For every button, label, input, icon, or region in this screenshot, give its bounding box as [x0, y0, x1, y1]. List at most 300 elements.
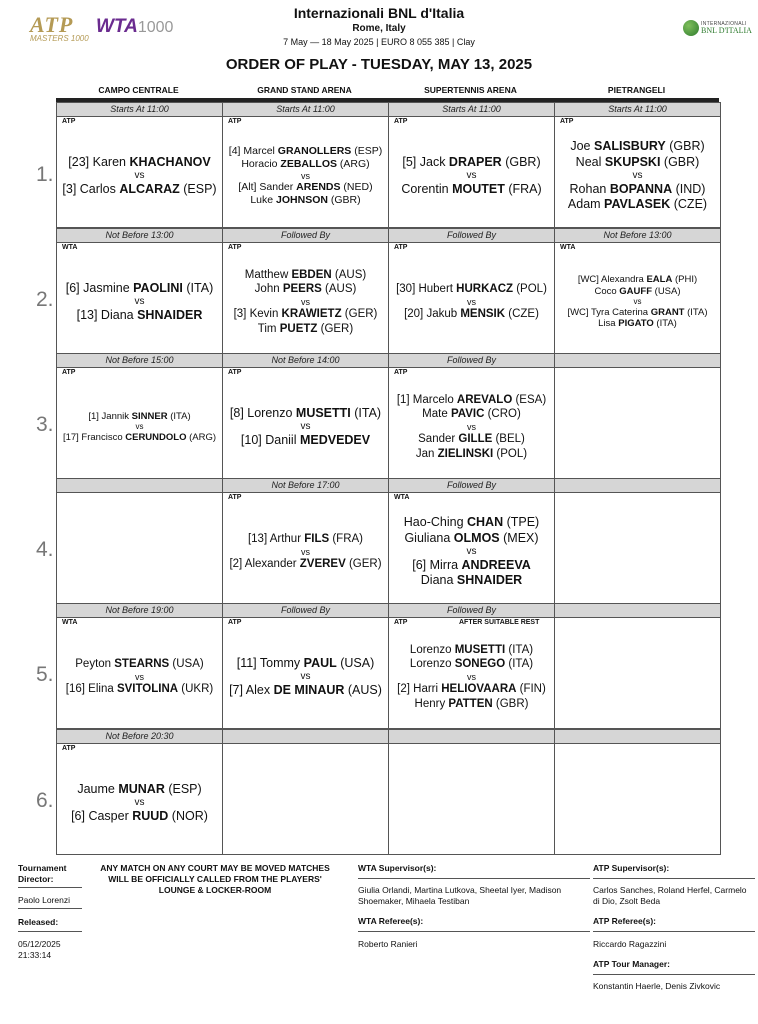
director-name: Paolo Lorenzi — [18, 895, 70, 905]
player-country: (BEL) — [492, 433, 525, 446]
player-country: (FIN) — [516, 683, 546, 696]
player-line — [250, 194, 360, 207]
schedule-time-bar: Starts At 11:00 — [389, 103, 554, 117]
player-seed-first-name: [16] Elina — [65, 683, 117, 696]
player-country: (MEX) — [499, 530, 539, 545]
player-country: (POL) — [513, 283, 547, 296]
match-cell — [56, 228, 223, 354]
court-header-grand-stand: GRAND STAND ARENA — [257, 85, 352, 95]
player-line — [88, 411, 190, 423]
schedule-time-bar: Not Before 13:00 — [555, 229, 720, 243]
player-surname: EBDEN — [291, 269, 332, 282]
schedule-time-bar: Not Before 20:30 — [57, 730, 222, 744]
versus-label: vs — [633, 297, 642, 307]
player-line — [66, 682, 213, 696]
tour-tag: WTA — [62, 619, 78, 626]
player-country: (AUS) — [344, 682, 382, 697]
schedule-time-bar — [389, 730, 554, 744]
player-surname: OLMOS — [453, 530, 500, 545]
player-line — [401, 182, 541, 198]
player-seed-first-name: [1] Marcelo — [396, 394, 457, 407]
player-surname: DE MINAUR — [273, 682, 345, 697]
tour-tag: ATP — [394, 244, 408, 251]
footer-rule — [593, 878, 755, 879]
player-seed-first-name: [13] Arthur — [247, 533, 305, 546]
player-country: (IND) — [672, 181, 706, 196]
schedule-time-bar: Followed By — [223, 229, 388, 243]
match-body — [223, 501, 388, 603]
row-number: 4. — [36, 538, 54, 561]
player-country: (GBR) — [492, 697, 529, 710]
schedule-time-bar — [555, 479, 720, 493]
match-body — [57, 376, 222, 478]
player-line — [237, 656, 375, 672]
player-surname: CERUNDOLO — [125, 431, 187, 443]
player-line — [404, 515, 539, 531]
player-line — [258, 322, 353, 336]
schedule-time-bar: Not Before 14:00 — [223, 354, 388, 368]
player-country: (USA) — [652, 285, 681, 297]
schedule-time-bar: Not Before 17:00 — [223, 479, 388, 493]
player-seed-first-name: Giuliana — [404, 530, 454, 545]
player-line — [416, 447, 527, 461]
player-country: (CZE) — [670, 197, 708, 212]
match-cell — [56, 729, 223, 855]
schedule-time-bar: Followed By — [389, 354, 554, 368]
player-line — [422, 407, 521, 421]
player-seed-first-name: [23] Karen — [68, 154, 130, 169]
player-surname: PATTEN — [448, 697, 493, 710]
footer-rule — [18, 931, 82, 932]
match-cell — [388, 102, 555, 228]
player-seed-first-name: [7] Alex — [229, 682, 274, 697]
player-line — [241, 158, 369, 171]
match-body — [555, 125, 720, 227]
row-number: 1. — [36, 163, 54, 186]
player-surname: MUSETTI — [295, 405, 351, 420]
player-line — [421, 573, 522, 589]
player-surname: ARENDS — [296, 181, 341, 194]
court-header-supertennis: SUPERTENNIS ARENA — [424, 85, 517, 95]
player-seed-first-name: [1] Jannik — [88, 410, 132, 422]
player-surname: SONEGO — [454, 658, 506, 671]
versus-label: vs — [632, 170, 643, 182]
tour-tag: ATP — [394, 619, 408, 626]
player-surname: PIGATO — [618, 318, 654, 330]
footer-rule — [593, 974, 755, 975]
player-country: (CZE) — [505, 308, 539, 321]
match-cell — [388, 603, 555, 729]
atp-tour-manager-names: Konstantin Haerle, Denis Zivkovic — [593, 981, 721, 991]
court-header-pietrangeli: PIETRANGELI — [607, 85, 666, 95]
match-body — [223, 125, 388, 227]
player-seed-first-name: [WC] Tyra Caterina — [567, 306, 651, 318]
wta-logo-num: 1000 — [137, 19, 174, 36]
player-country: (USA) — [169, 658, 204, 671]
match-cell — [222, 353, 389, 479]
player-seed-first-name: [Alt] Sander — [238, 181, 297, 194]
player-line — [410, 657, 533, 671]
tour-tag: WTA — [560, 244, 576, 251]
tour-tag: ATP — [228, 619, 242, 626]
wta-referee-label: WTA Referee(s): — [358, 916, 424, 926]
player-line — [402, 155, 540, 171]
player-surname: GRANT — [650, 306, 685, 318]
player-surname: ZVEREV — [299, 558, 346, 571]
atp-referee-names: Riccardo Ragazzini — [593, 939, 667, 949]
player-seed-first-name: Henry — [414, 697, 449, 710]
versus-label: vs — [300, 671, 311, 683]
schedule-time-bar: Not Before 19:00 — [57, 604, 222, 618]
schedule-time-bar: Starts At 11:00 — [555, 103, 720, 117]
match-cell — [56, 353, 223, 479]
player-surname: RUUD — [132, 808, 169, 823]
player-line — [241, 433, 370, 449]
player-country: (ITA) — [505, 658, 534, 671]
match-body — [389, 251, 554, 353]
player-line — [568, 197, 707, 213]
match-cell — [554, 102, 721, 228]
player-country: (ESP) — [164, 781, 202, 796]
atp-logo-text: ATP — [30, 12, 74, 37]
player-line — [404, 531, 538, 547]
player-country: (FRA) — [329, 533, 364, 546]
player-seed-first-name: Lorenzo — [409, 644, 455, 657]
player-country: (UKR) — [178, 683, 214, 696]
match-body — [57, 626, 222, 728]
match-cell — [388, 228, 555, 354]
player-line — [66, 281, 214, 297]
player-country: (GER) — [345, 558, 382, 571]
player-surname: MOUTET — [452, 181, 505, 196]
player-line — [404, 307, 539, 321]
player-seed-first-name: Hao-Ching — [403, 515, 467, 529]
tour-tag: ATP — [228, 494, 242, 501]
player-line — [418, 432, 525, 446]
player-seed-first-name: Diana — [420, 573, 457, 588]
player-surname: ALCARAZ — [119, 181, 180, 196]
player-surname: JOHNSON — [276, 194, 328, 207]
player-surname: MEDVEDEV — [299, 432, 371, 447]
player-line — [245, 268, 366, 282]
match-note: AFTER SUITABLE REST — [459, 619, 540, 626]
player-seed-first-name: [3] Carlos — [62, 181, 120, 196]
player-surname: SKUPSKI — [604, 154, 661, 169]
player-seed-first-name: Lisa — [598, 318, 619, 330]
schedule-time-bar: Not Before 13:00 — [57, 229, 222, 243]
versus-label: vs — [301, 170, 310, 181]
schedule-time-bar: Followed By — [223, 604, 388, 618]
bnl-logo-top: INTERNAZIONALI — [701, 21, 747, 27]
player-seed-first-name: Sander — [418, 433, 459, 446]
player-surname: MUSETTI — [454, 644, 506, 657]
schedule-time-bar — [57, 479, 222, 493]
player-line — [415, 697, 529, 711]
player-surname: ZEBALLOS — [280, 157, 338, 170]
player-line — [576, 155, 700, 171]
match-body — [389, 376, 554, 478]
match-body — [57, 251, 222, 353]
versus-label: vs — [135, 671, 144, 682]
tour-tag: WTA — [62, 244, 78, 251]
player-surname: SVITOLINA — [116, 683, 179, 696]
player-country: (CRO) — [484, 408, 521, 421]
versus-label: vs — [134, 296, 145, 308]
player-surname: PEERS — [282, 283, 322, 296]
row-number: 5. — [36, 663, 54, 686]
released-date: 05/12/2025 — [18, 939, 61, 949]
row-number: 3. — [36, 413, 54, 436]
tournament-info: 7 May — 18 May 2025 | EURO 8 055 385 | Clay — [283, 37, 475, 47]
player-seed-first-name: [WC] Alexandra — [577, 273, 647, 285]
player-country: (GBR) — [665, 139, 705, 153]
player-country: (GER) — [317, 322, 354, 335]
player-seed-first-name: Luke — [250, 194, 277, 207]
schedule-time-bar: Not Before 15:00 — [57, 354, 222, 368]
footer-rule — [358, 931, 590, 932]
player-line — [397, 393, 546, 407]
tournament-location: Rome, Italy — [352, 23, 406, 34]
player-line — [397, 682, 546, 696]
player-surname: SHNAIDER — [456, 573, 523, 588]
atp-supervisor-names: Carlos Sanches, Roland Herfel, Carmelo di Dio, Zsolt Beda — [593, 885, 747, 906]
match-cell — [56, 102, 223, 228]
player-surname: PAUL — [303, 655, 337, 670]
player-line — [412, 558, 531, 574]
schedule-time-bar — [555, 730, 720, 744]
match-body — [389, 125, 554, 227]
match-body — [555, 251, 720, 353]
player-seed-first-name: Mate — [422, 408, 451, 421]
player-country: (ITA) — [653, 318, 677, 330]
player-line — [578, 274, 697, 286]
tour-tag: ATP — [228, 369, 242, 376]
player-seed-first-name: [6] Jasmine — [65, 280, 134, 295]
player-line — [62, 182, 216, 198]
player-seed-first-name: Peyton — [75, 658, 115, 671]
match-cell — [222, 603, 389, 729]
schedule-time-bar: Starts At 11:00 — [57, 103, 222, 117]
tour-tag: ATP — [62, 118, 76, 125]
player-surname: GRANOLLERS — [277, 144, 352, 157]
player-line — [570, 182, 706, 198]
player-seed-first-name: [4] Marcel — [228, 144, 278, 157]
match-cell — [56, 603, 223, 729]
player-country: (ITA) — [182, 280, 214, 295]
tour-tag: ATP — [394, 369, 408, 376]
player-surname: PUETZ — [279, 322, 318, 335]
versus-label: vs — [467, 671, 476, 682]
player-surname: GAUFF — [619, 285, 653, 297]
match-cell — [388, 353, 555, 479]
match-cell — [56, 478, 223, 604]
court-header-campo-centrale: CAMPO CENTRALE — [98, 85, 179, 95]
match-cell — [222, 729, 389, 855]
player-seed-first-name: Lorenzo — [409, 658, 455, 671]
player-country: (ESP) — [179, 181, 217, 196]
player-line — [230, 406, 381, 422]
player-line — [396, 282, 547, 296]
bnl-logo-main: BNL D'ITALIA — [701, 26, 752, 35]
player-seed-first-name: Tim — [257, 322, 280, 335]
schedule-time-bar: Starts At 11:00 — [223, 103, 388, 117]
tournament-title: Internazionali BNL d'Italia — [293, 5, 465, 21]
schedule-time-bar: Followed By — [389, 229, 554, 243]
match-cell — [554, 729, 721, 855]
schedule-time-bar — [555, 604, 720, 618]
match-body — [223, 626, 388, 728]
player-surname: CHAN — [467, 515, 504, 529]
versus-label: vs — [466, 170, 477, 182]
match-body — [57, 752, 222, 854]
player-seed-first-name: Matthew — [244, 269, 292, 282]
player-country: (PHI) — [672, 273, 698, 285]
player-seed-first-name: [6] Casper — [71, 808, 133, 823]
released-label: Released: — [18, 917, 59, 927]
player-country: (TPE) — [503, 515, 540, 529]
player-seed-first-name: [20] Jakub — [404, 308, 461, 321]
footer-rule — [18, 887, 82, 888]
schedule-time-bar: Followed By — [389, 479, 554, 493]
player-surname: SINNER — [131, 410, 168, 422]
player-line — [410, 643, 533, 657]
player-surname: HELIOVAARA — [441, 683, 517, 696]
player-line — [234, 307, 378, 321]
player-country: (GBR) — [660, 154, 700, 169]
versus-label: vs — [135, 422, 144, 432]
player-country: (GBR) — [327, 194, 361, 207]
tour-tag: WTA — [394, 494, 410, 501]
player-country: (ITA) — [505, 644, 534, 657]
player-surname: ANDREEVA — [461, 557, 531, 572]
player-line — [68, 155, 210, 171]
player-line — [255, 282, 357, 296]
player-seed-first-name: [2] Harri — [397, 683, 442, 696]
tour-tag: ATP — [62, 745, 76, 752]
player-line — [229, 145, 382, 158]
match-cell — [554, 353, 721, 479]
match-cell — [554, 603, 721, 729]
wta-supervisor-names: Giulia Orlandi, Martina Lutkova, Sheetal Iyer, Madison Shoemaker, Mihaela Testiban — [358, 885, 562, 906]
player-seed-first-name: Jan — [415, 447, 438, 460]
player-country: (USA) — [336, 655, 375, 670]
match-body — [223, 251, 388, 353]
player-seed-first-name: Coco — [594, 285, 620, 297]
versus-label: vs — [134, 170, 145, 182]
player-line — [77, 782, 201, 798]
versus-label: vs — [301, 546, 310, 557]
player-line — [594, 286, 680, 298]
player-seed-first-name: [3] Kevin — [233, 308, 282, 321]
match-cell — [222, 478, 389, 604]
tour-tag: ATP — [228, 244, 242, 251]
released-time: 21:33:14 — [18, 950, 52, 960]
player-seed-first-name: Jaume — [77, 781, 119, 796]
row-number: 6. — [36, 789, 54, 812]
tour-tag: ATP — [394, 118, 408, 125]
player-country: (ARG) — [337, 157, 370, 170]
footer-rule — [18, 908, 82, 909]
match-body — [57, 125, 222, 227]
player-seed-first-name: [8] Lorenzo — [229, 405, 296, 420]
player-country: (GBR) — [501, 154, 541, 169]
player-surname: PAVIC — [450, 408, 485, 421]
player-line — [71, 809, 208, 825]
player-seed-first-name: [17] Francisco — [62, 431, 126, 443]
tour-tag: ATP — [560, 118, 574, 125]
player-country: (ESA) — [512, 394, 547, 407]
player-country: (ITA) — [684, 306, 708, 318]
match-cell — [388, 729, 555, 855]
player-surname: AREVALO — [456, 394, 513, 407]
player-seed-first-name: Horacio — [241, 157, 281, 170]
player-seed-first-name: [30] Hubert — [396, 283, 457, 296]
player-line — [598, 318, 677, 330]
versus-label: vs — [466, 546, 477, 558]
court-move-notice: ANY MATCH ON ANY COURT MAY BE MOVED MATCHES WILL BE OFFICIALLY CALLED FROM THE PLAYERS' LOUNGE & LOCKER-ROOM — [100, 863, 330, 895]
player-surname: KRAWIETZ — [281, 308, 342, 321]
versus-label: vs — [467, 296, 476, 307]
player-country: (AUS) — [331, 269, 367, 282]
player-surname: PAVLASEK — [604, 197, 671, 212]
player-line — [238, 181, 372, 194]
match-body — [389, 626, 554, 728]
page-header — [0, 0, 758, 90]
player-country: (FRA) — [504, 181, 542, 196]
player-surname: EALA — [646, 273, 673, 285]
player-seed-first-name: [2] Alexander — [229, 558, 300, 571]
player-surname: SHNAIDER — [137, 307, 203, 322]
player-seed-first-name: [11] Tommy — [236, 655, 304, 670]
schedule-time-bar — [555, 354, 720, 368]
wta-supervisor-label: WTA Supervisor(s): — [358, 863, 437, 873]
match-body — [223, 376, 388, 478]
player-country: (ESP) — [351, 144, 383, 157]
versus-label: vs — [300, 421, 311, 433]
match-cell — [222, 228, 389, 354]
player-surname: ZIELINSKI — [437, 447, 494, 460]
footer-rule — [593, 931, 755, 932]
player-line — [229, 557, 381, 571]
director-label: Tournament Director: — [18, 863, 67, 884]
player-seed-first-name: [6] Mirra — [412, 557, 462, 572]
player-line — [570, 139, 704, 155]
player-surname: FILS — [304, 533, 330, 546]
player-line — [567, 307, 707, 319]
player-seed-first-name: John — [254, 283, 283, 296]
player-country: (NOR) — [168, 808, 208, 823]
player-seed-first-name: Neal — [575, 154, 605, 169]
wta-referee-names: Roberto Ranieri — [358, 939, 418, 949]
player-line — [229, 683, 382, 699]
match-cell — [554, 228, 721, 354]
match-cell — [222, 102, 389, 228]
player-seed-first-name: [10] Daniil — [240, 432, 300, 447]
player-line — [77, 308, 203, 324]
player-surname: MENSIK — [460, 308, 506, 321]
player-country: (NED) — [340, 181, 373, 194]
player-surname: MUNAR — [118, 781, 165, 796]
player-surname: DRAPER — [448, 154, 502, 169]
player-surname: GILLE — [458, 433, 493, 446]
player-country: (ITA) — [350, 405, 382, 420]
player-seed-first-name: Joe — [570, 139, 594, 153]
tour-tag: ATP — [62, 369, 76, 376]
versus-label: vs — [467, 421, 476, 432]
match-body — [389, 501, 554, 603]
match-cell — [554, 478, 721, 604]
player-country: (AUS) — [321, 283, 357, 296]
